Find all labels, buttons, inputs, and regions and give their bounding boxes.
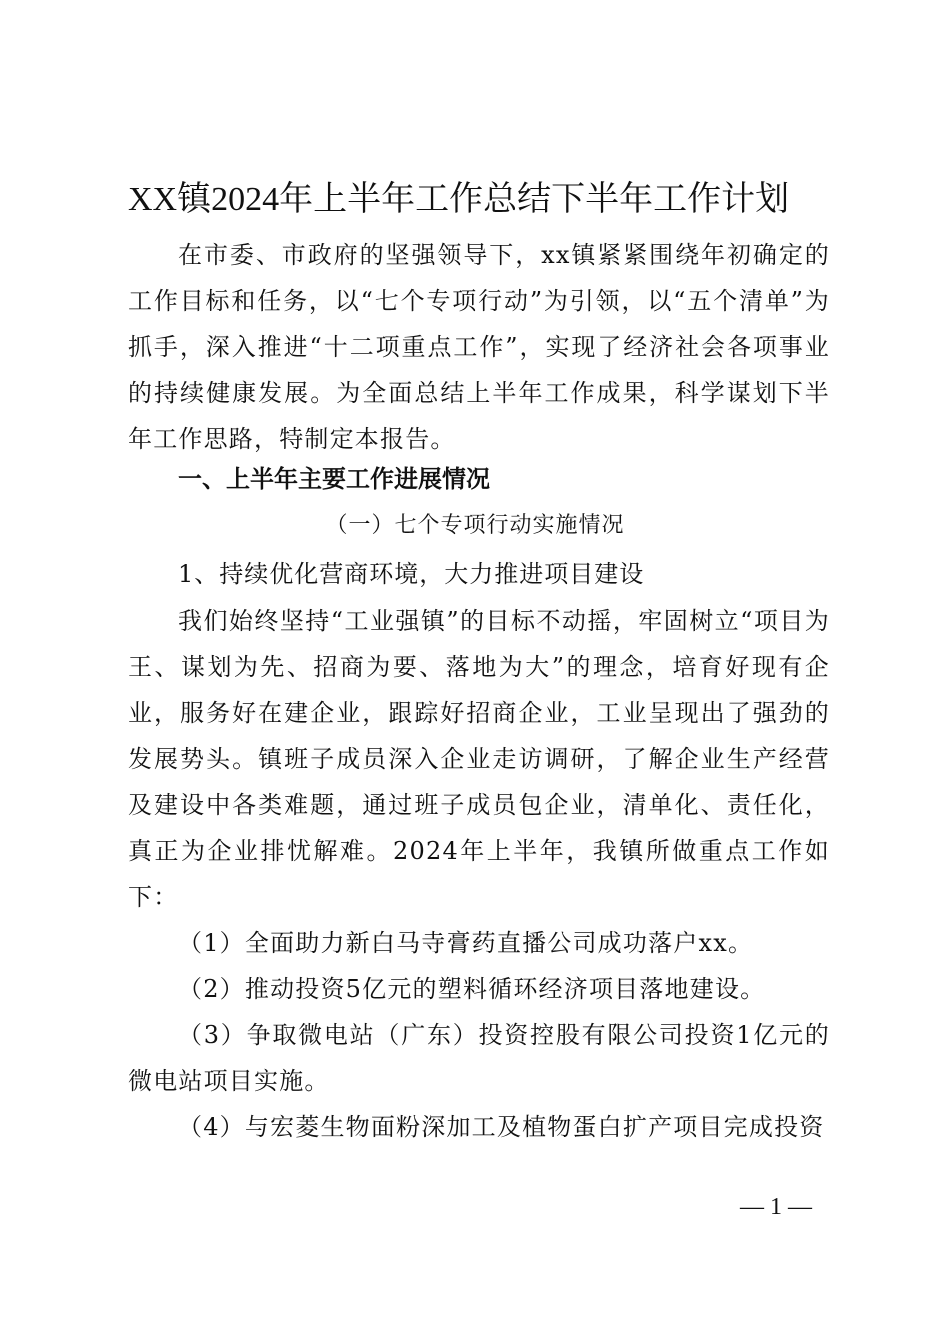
- subsection-heading: （一）七个专项行动实施情况: [325, 513, 625, 538]
- document-title: XX镇2024年上半年工作总结下半年工作计划: [128, 181, 790, 218]
- list-item: （4）与宏菱生物面粉深加工及植物蛋白扩产项目完成投资: [178, 1113, 825, 1141]
- intro-paragraph: 在市委、市政府的坚强领导下，xx镇紧紧围绕年初确定的工作目标和任务，以“七个专项行动”为引领，以“五个清单”为抓手，深入推进“十二项重点工作”，实现了经济社会各项事业的持续健康发展。为全面总结上半年工作成果，科学谋划下半年工作思路，特制定本报告。: [128, 241, 830, 453]
- point-body-paragraph: 我们始终坚持“工业强镇”的目标不动摇，牢固树立“项目为王、谋划为先、招商为要、落地为大”的理念，培育好现有企业，服务好在建企业，跟踪好招商企业，工业呈现出了强劲的发展势头。镇班子成员深入企业走访调研，了解企业生产经营及建设中各类难题，通过班子成员包企业，清单化、责任化，真正为企业排忧解难。2024年上半年，我镇所做重点工作如下：: [128, 607, 830, 911]
- list-item: （1）全面助力新白马寺膏药直播公司成功落户xx。: [178, 929, 754, 957]
- point-heading: 1、持续优化营商环境，大力推进项目建设: [178, 560, 645, 588]
- list-item: （2）推动投资5亿元的塑料循环经济项目落地建设。: [178, 975, 766, 1003]
- list-item: （3）争取微电站（广东）投资控股有限公司投资1亿元的微电站项目实施。: [128, 1021, 830, 1095]
- page-number: — 1 —: [740, 1194, 812, 1220]
- section-heading: 一、上半年主要工作进展情况: [178, 465, 490, 493]
